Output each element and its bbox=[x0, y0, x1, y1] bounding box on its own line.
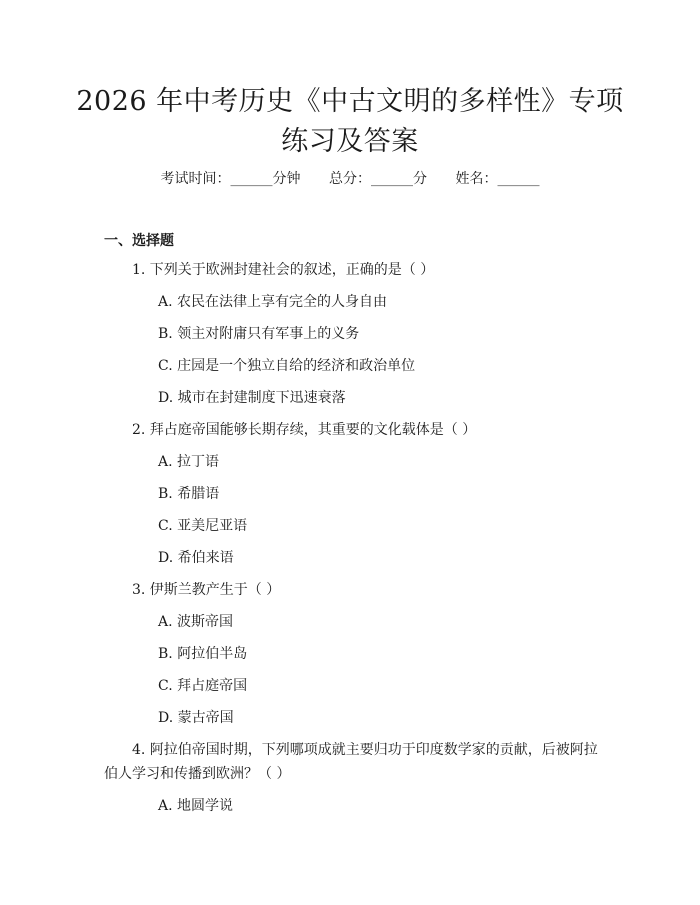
question-3: 3. 伊斯兰教产生于（ ） bbox=[132, 582, 281, 598]
section-title: 一、选择题 bbox=[104, 233, 174, 249]
exam-time: 考试时间：______分钟 bbox=[160, 171, 301, 187]
question-4-option-a: A. 地圆学说 bbox=[158, 798, 234, 814]
exam-meta bbox=[0, 168, 700, 188]
question-1-option-a: A. 农民在法律上享有完全的人身自由 bbox=[158, 294, 388, 310]
question-1-option-c: C. 庄园是一个独立自给的经济和政治单位 bbox=[158, 358, 416, 374]
question-2: 2. 拜占庭帝国能够长期存续，其重要的文化载体是（ ） bbox=[132, 422, 477, 438]
exam-total-score: 总分：______分 bbox=[329, 171, 427, 187]
question-3-option-d: D. 蒙古帝国 bbox=[158, 710, 234, 726]
title-line-1: 2026 年中考历史《中古文明的多样性》专项 bbox=[76, 86, 624, 117]
question-1-option-d: D. 城市在封建制度下迅速衰落 bbox=[158, 390, 346, 406]
question-4-continuation: 伯人学习和传播到欧洲？（ ） bbox=[104, 766, 291, 782]
title-line-2: 练习及答案 bbox=[281, 126, 419, 157]
question-3-option-b: B. 阿拉伯半岛 bbox=[158, 646, 248, 662]
question-3-option-a: A. 波斯帝国 bbox=[158, 614, 234, 630]
question-3-option-c: C. 拜占庭帝国 bbox=[158, 678, 248, 694]
question-1-option-b: B. 领主对附庸只有军事上的义务 bbox=[158, 326, 360, 342]
student-name: 姓名：______ bbox=[455, 171, 540, 187]
question-1: 1. 下列关于欧洲封建社会的叙述，正确的是（ ） bbox=[132, 262, 435, 278]
question-2-option-d: D. 希伯来语 bbox=[158, 550, 234, 566]
question-2-option-b: B. 希腊语 bbox=[158, 486, 220, 502]
question-2-option-c: C. 亚美尼亚语 bbox=[158, 518, 248, 534]
document-title bbox=[60, 82, 640, 162]
question-4: 4. 阿拉伯帝国时期，下列哪项成就主要归功于印度数学家的贡献，后被阿拉 bbox=[132, 742, 598, 758]
question-2-option-a: A. 拉丁语 bbox=[158, 454, 220, 470]
